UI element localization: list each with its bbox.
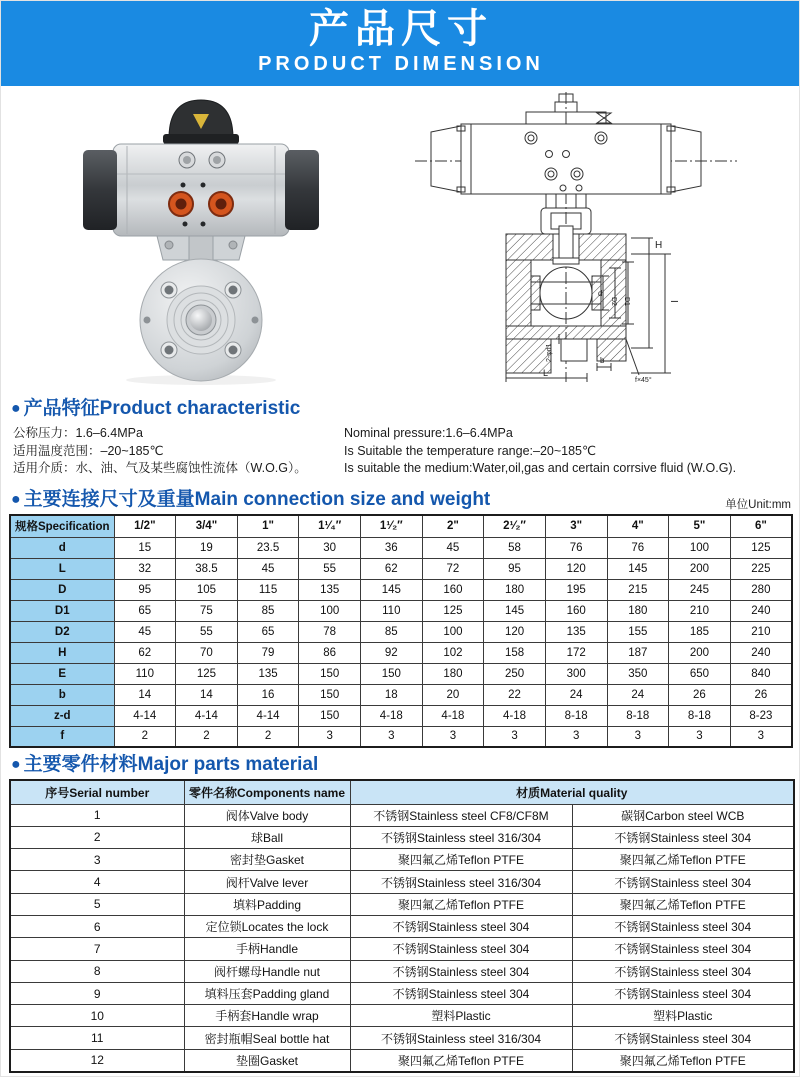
product-photo [1,86,401,386]
size-col-header: 3" [545,515,607,537]
dim-label-l: L [543,368,549,378]
char-cn-line: 公称压力：1.6–6.4MPa [13,426,143,440]
dim-label-d1: D1 [623,297,630,306]
size-value: 125 [730,537,792,558]
parts-row [10,960,794,982]
characteristics-section [1,397,800,478]
size-value: 100 [299,600,361,621]
bullet-icon: ● [11,756,21,773]
size-value: 8-18 [545,705,607,726]
size-value: 240 [730,642,792,663]
size-value: 85 [361,621,423,642]
size-value: 200 [669,642,731,663]
size-value: 215 [607,579,669,600]
size-value: 185 [669,621,731,642]
material-option-1: 不锈钢Stainless steel 316/304 [350,1027,572,1049]
size-value: 150 [299,705,361,726]
size-value: 145 [361,579,423,600]
dim-label-bolt-holes: 2-φd1 [546,343,553,362]
size-value: 3 [730,726,792,747]
parts-table [9,779,795,1073]
size-value: 8-18 [607,705,669,726]
size-row [10,600,792,621]
size-row [10,684,792,705]
material-option-2: 碳钢Carbon steel WCB [572,804,794,826]
valve-drawing-illustration [401,86,800,386]
serial-number: 11 [10,1027,184,1049]
size-value: 24 [545,684,607,705]
parts-heading: 主要零件材料Major parts material [23,754,319,775]
material-option-2: 聚四氟乙烯Teflon PTFE [572,849,794,871]
size-value: 100 [669,537,731,558]
serial-number: 12 [10,1049,184,1071]
size-value: 225 [730,558,792,579]
size-value: 78 [299,621,361,642]
size-value: 115 [237,579,299,600]
size-value: 3 [545,726,607,747]
parts-section [1,753,800,1068]
size-row [10,726,792,747]
size-value: 3 [607,726,669,747]
material-option-2: 聚四氟乙烯Teflon PTFE [572,893,794,915]
size-value: 245 [669,579,731,600]
size-value: 3 [422,726,484,747]
size-value: 4-14 [114,705,176,726]
page-title: 产品尺寸 [309,7,493,51]
size-col-header: 2¹⁄₂″ [484,515,546,537]
material-option-2: 不锈钢Stainless steel 304 [572,871,794,893]
size-value: 150 [299,684,361,705]
size-value: 4-18 [361,705,423,726]
serial-number: 5 [10,893,184,915]
parts-row [10,938,794,960]
size-row-label: f [10,726,114,747]
spec-header: 规格Specification [10,515,114,537]
size-value: 180 [422,663,484,684]
parts-row [10,871,794,893]
actuator-end-cap-left [83,150,117,230]
size-value: 16 [237,684,299,705]
char-en-line: Is Suitable the temperature range:–20~185℃ [344,443,597,458]
material-option-2: 不锈钢Stainless steel 304 [572,960,794,982]
size-value: 15 [114,537,176,558]
component-name: 填料Padding [184,893,350,915]
size-value: 160 [545,600,607,621]
size-value: 180 [484,579,546,600]
component-name: 垫圈Gasket [184,1049,350,1071]
size-value: 30 [299,537,361,558]
size-row [10,537,792,558]
size-value: 120 [545,558,607,579]
size-value: 180 [607,600,669,621]
technical-drawing [401,86,800,386]
material-option-2: 不锈钢Stainless steel 304 [572,938,794,960]
size-value: 75 [176,600,238,621]
serial-number: 7 [10,938,184,960]
material-option-2: 不锈钢Stainless steel 304 [572,826,794,848]
component-name: 密封瓶帽Seal bottle hat [184,1027,350,1049]
size-value: 110 [361,600,423,621]
actuator-end-cap-right [285,150,319,230]
parts-row [10,915,794,937]
size-row-label: H [10,642,114,663]
size-row [10,579,792,600]
size-value: 65 [237,621,299,642]
material-option-1: 塑料Plastic [350,1005,572,1027]
size-value: 86 [299,642,361,663]
component-name: 阀杆Valve lever [184,871,350,893]
size-value: 95 [484,558,546,579]
size-value: 145 [484,600,546,621]
size-row [10,621,792,642]
material-option-1: 不锈钢Stainless steel 304 [350,982,572,1004]
size-heading: 主要连接尺寸及重量Main connection size and weight [23,489,491,510]
size-value: 200 [669,558,731,579]
serial-number: 6 [10,915,184,937]
size-value: 20 [422,684,484,705]
size-row-label: D2 [10,621,114,642]
size-col-header: 1¹⁄₂″ [361,515,423,537]
size-value: 100 [422,621,484,642]
char-en-line: Nominal pressure:1.6–6.4MPa [344,426,513,440]
size-value: 24 [607,684,669,705]
size-value: 195 [545,579,607,600]
component-name: 密封垫Gasket [184,849,350,871]
dim-label-h: H [655,240,663,251]
component-name: 球Ball [184,826,350,848]
parts-row [10,1005,794,1027]
size-value: 72 [422,558,484,579]
size-value: 160 [422,579,484,600]
material-option-2: 不锈钢Stainless steel 304 [572,1027,794,1049]
material-option-1: 不锈钢Stainless steel CF8/CF8M [350,804,572,826]
dim-label-d2: D2 [610,297,617,306]
size-value: 55 [299,558,361,579]
size-row-label: d [10,537,114,558]
size-value: 76 [545,537,607,558]
material-option-1: 不锈钢Stainless steel 316/304 [350,826,572,848]
size-table [9,514,793,748]
size-value: 8-18 [669,705,731,726]
actuator-body [113,144,289,236]
dim-label-f: f×45° [635,377,652,384]
parts-row [10,804,794,826]
size-value: 62 [361,558,423,579]
size-value: 95 [114,579,176,600]
size-col-header: 1¹⁄₄″ [299,515,361,537]
parts-row [10,1049,794,1071]
size-value: 45 [114,621,176,642]
parts-row [10,893,794,915]
char-cn-line: 适用温度范围：–20~185℃ [13,443,164,458]
size-value: 350 [607,663,669,684]
size-col-header: 4" [607,515,669,537]
bullet-icon: ● [11,400,21,417]
size-value: 2 [237,726,299,747]
size-value: 125 [422,600,484,621]
size-value: 135 [237,663,299,684]
serial-number: 1 [10,804,184,826]
size-value: 32 [114,558,176,579]
size-value: 38.5 [176,558,238,579]
component-name: 阀体Valve body [184,804,350,826]
size-value: 840 [730,663,792,684]
material-option-1: 聚四氟乙烯Teflon PTFE [350,849,572,871]
valve-photo-illustration [1,86,401,386]
size-value: 36 [361,537,423,558]
size-value: 102 [422,642,484,663]
size-value: 55 [176,621,238,642]
material-option-1: 不锈钢Stainless steel 304 [350,915,572,937]
material-option-1: 不锈钢Stainless steel 304 [350,938,572,960]
component-name: 手柄Handle [184,938,350,960]
size-value: 155 [607,621,669,642]
size-value: 145 [607,558,669,579]
serial-number: 2 [10,826,184,848]
page-subtitle: PRODUCT DIMENSION [258,53,544,75]
size-col-header: 6" [730,515,792,537]
size-row [10,705,792,726]
size-value: 4-18 [422,705,484,726]
dim-label-i: I [668,300,679,303]
size-value: 105 [176,579,238,600]
size-value: 150 [361,663,423,684]
size-value: 210 [669,600,731,621]
size-row-label: D1 [10,600,114,621]
media-row [1,86,800,394]
size-value: 62 [114,642,176,663]
valve-ball [190,309,212,331]
size-value: 300 [545,663,607,684]
size-value: 135 [299,579,361,600]
size-row-label: E [10,663,114,684]
size-value: 26 [669,684,731,705]
parts-row [10,1027,794,1049]
serial-number: 9 [10,982,184,1004]
serial-number: 8 [10,960,184,982]
component-name: 填料压套Padding gland [184,982,350,1004]
size-row [10,558,792,579]
size-value: 158 [484,642,546,663]
size-value: 4-18 [484,705,546,726]
size-row-label: b [10,684,114,705]
size-header-row [10,515,792,537]
size-value: 92 [361,642,423,663]
size-value: 14 [114,684,176,705]
parts-col-material: 材质Material quality [350,780,794,804]
material-option-1: 聚四氟乙烯Teflon PTFE [350,1049,572,1071]
size-section [1,488,800,743]
size-row [10,663,792,684]
parts-col-serial: 序号Serial number [10,780,184,804]
size-value: 3 [484,726,546,747]
size-value: 110 [114,663,176,684]
size-value: 120 [484,621,546,642]
size-value: 79 [237,642,299,663]
size-row-label: z-d [10,705,114,726]
serial-number: 10 [10,1005,184,1027]
size-col-header: 1/2" [114,515,176,537]
size-row [10,642,792,663]
material-option-1: 不锈钢Stainless steel 316/304 [350,871,572,893]
size-value: 240 [730,600,792,621]
material-option-1: 聚四氟乙烯Teflon PTFE [350,893,572,915]
bullet-icon: ● [11,491,21,508]
size-value: 19 [176,537,238,558]
size-value: 65 [114,600,176,621]
size-value: 172 [545,642,607,663]
size-col-header: 5" [669,515,731,537]
size-value: 4-14 [237,705,299,726]
size-value: 2 [176,726,238,747]
size-value: 210 [730,621,792,642]
size-value: 85 [237,600,299,621]
characteristics-heading: 产品特征Product characteristic [23,398,301,419]
parts-header-row [10,780,794,804]
size-value: 58 [484,537,546,558]
serial-number: 3 [10,849,184,871]
characteristics-cn [1,425,341,478]
unit-note: 单位Unit:mm [725,499,791,511]
component-name: 定位锁Locates the lock [184,915,350,937]
size-value: 3 [669,726,731,747]
char-cn-line: 适用介质：水、油、气及某些腐蚀性流体（W.O.G）。 [13,461,307,475]
size-value: 76 [607,537,669,558]
size-value: 135 [545,621,607,642]
material-option-2: 不锈钢Stainless steel 304 [572,915,794,937]
size-value: 650 [669,663,731,684]
char-en-line: Is suitable the medium:Water,oil,gas and certain corrsive fluid (W.O.G). [344,461,737,475]
serial-number: 4 [10,871,184,893]
size-col-header: 1" [237,515,299,537]
material-option-2: 聚四氟乙烯Teflon PTFE [572,1049,794,1071]
size-value: 250 [484,663,546,684]
size-value: 26 [730,684,792,705]
material-option-2: 塑料Plastic [572,1005,794,1027]
size-col-header: 3/4" [176,515,238,537]
size-value: 14 [176,684,238,705]
size-value: 45 [422,537,484,558]
parts-row [10,849,794,871]
material-option-1: 不锈钢Stainless steel 304 [350,960,572,982]
size-value: 22 [484,684,546,705]
size-value: 150 [299,663,361,684]
size-value: 45 [237,558,299,579]
size-value: 4-14 [176,705,238,726]
page-header [1,1,800,86]
dim-label-d: d [598,289,603,298]
parts-row [10,826,794,848]
size-value: 70 [176,642,238,663]
size-col-header: 2" [422,515,484,537]
size-value: 3 [361,726,423,747]
characteristics-en [341,425,800,478]
size-value: 18 [361,684,423,705]
size-value: 187 [607,642,669,663]
component-name: 阀杆螺母Handle nut [184,960,350,982]
material-option-2: 不锈钢Stainless steel 304 [572,982,794,1004]
size-value: 125 [176,663,238,684]
dim-label-b: b [600,356,605,365]
size-value: 2 [114,726,176,747]
component-name: 手柄套Handle wrap [184,1005,350,1027]
size-value: 8-23 [730,705,792,726]
parts-col-name: 零件名称Components name [184,780,350,804]
size-row-label: L [10,558,114,579]
parts-row [10,982,794,1004]
size-value: 3 [299,726,361,747]
size-row-label: D [10,579,114,600]
size-value: 280 [730,579,792,600]
size-value: 23.5 [237,537,299,558]
